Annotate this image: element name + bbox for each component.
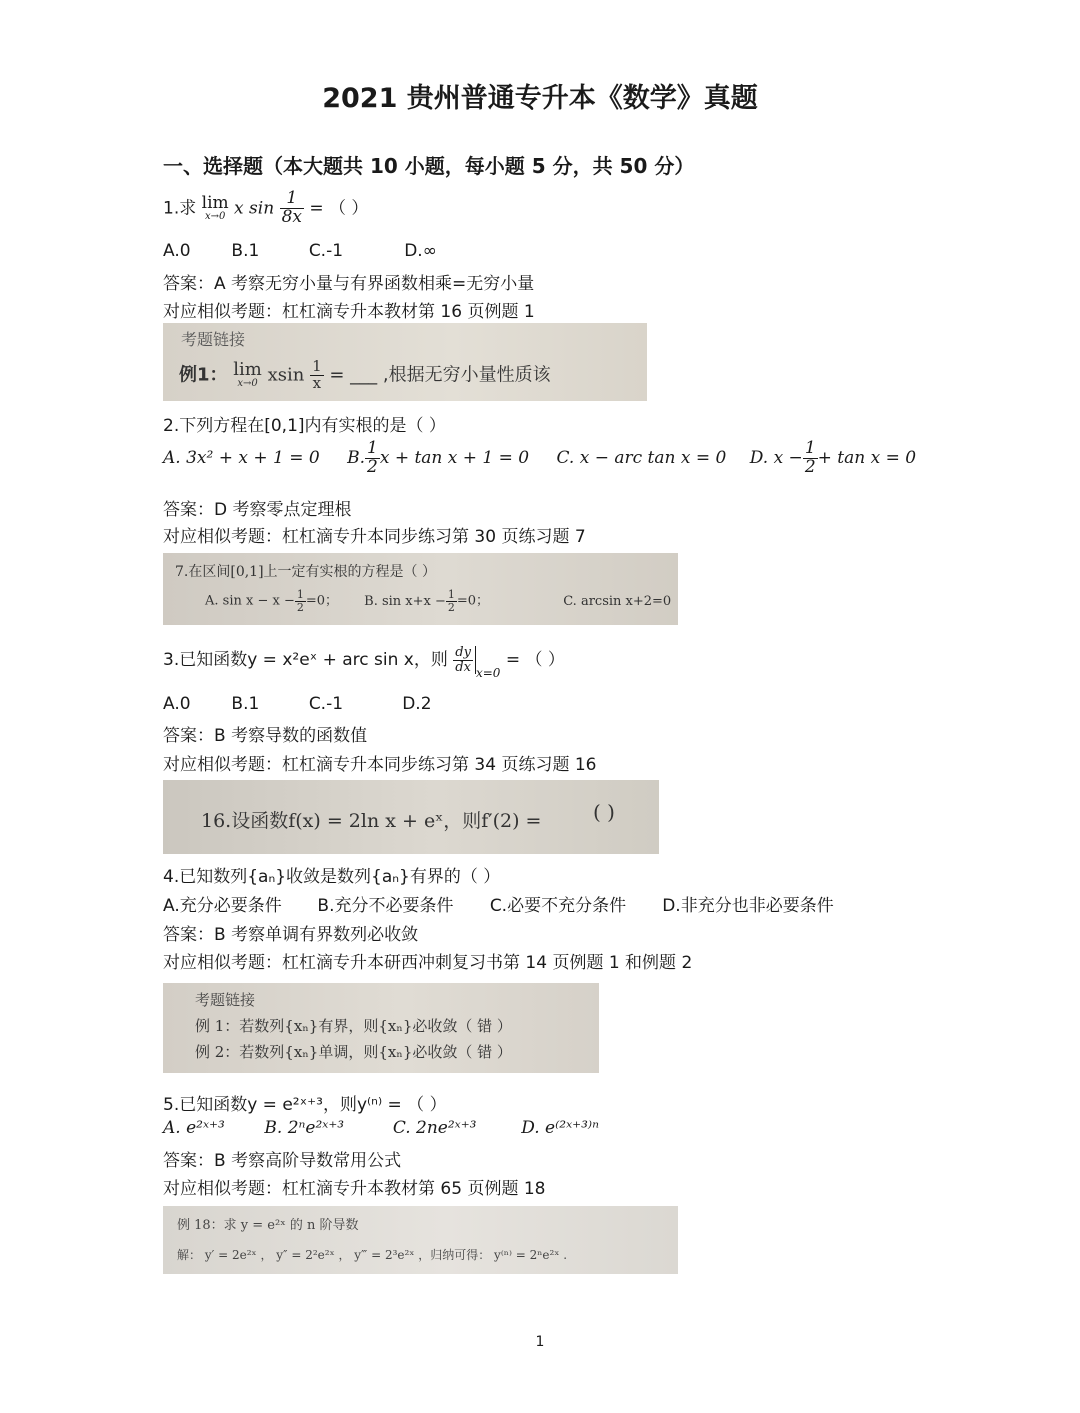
q1-scan-header: 考题链接 (181, 330, 246, 349)
q2-scan-b-frac (446, 589, 457, 613)
q1-lim-sub: x→0 (204, 210, 226, 222)
q1-number: 1.求 (163, 198, 197, 219)
q4-option-a: A.充分必要条件 (163, 896, 282, 916)
question-2-options (163, 440, 916, 477)
question-4-stem: 4.已知数列{aₙ}收敛是数列{aₙ}有界的（ ） (163, 867, 501, 887)
document-title: 2021 贵州普通专升本《数学》真题 (322, 83, 758, 114)
q1-option-a: A.0 (163, 241, 191, 261)
q1-frac-num: 1 (280, 190, 304, 209)
question-3-stem (163, 645, 565, 680)
q5-option-c: C. 2ne²ˣ⁺³ (392, 1118, 477, 1138)
q5-answer: 答案：B 考察高阶导数常用公式 (163, 1151, 402, 1171)
q2-b-pre: B. (347, 447, 365, 468)
q1-frac-den: 8x (281, 206, 302, 227)
q3-dy: dy (455, 644, 471, 660)
q1-scan-limit (233, 361, 262, 389)
q4-scan-header: 考题链接 (195, 991, 256, 1009)
q2-b-post: x + tan x + 1 = 0 (379, 447, 530, 468)
q3-dx: dx (455, 659, 471, 675)
q3-similar: 对应相似考题：杠杠滴专升本同步练习第 34 页练习题 16 (163, 755, 597, 775)
q5-scan-line2: 解： y′ = 2e²ˣ ， y″ = 2²e²ˣ ， y‴ = 2³e²ˣ ，归纳可得： y⁽ⁿ⁾ = 2ⁿe²ˣ . (177, 1248, 568, 1262)
q2-scan-b-pre: B. sin x+x − (364, 593, 446, 609)
q1-scan-tail: = ___ ,根据无穷小量性质该 (329, 364, 551, 386)
q4-answer: 答案：B 考察单调有界数列必收敛 (163, 925, 419, 945)
q2-d-post: + tan x = 0 (817, 447, 917, 468)
q1-scan-fraction (310, 359, 324, 392)
q4-option-c: C.必要不充分条件 (489, 896, 627, 916)
q2-reference-scan (163, 553, 678, 625)
q1-scan-lim-sub: x→0 (237, 378, 258, 390)
q4-option-b: B.充分不必要条件 (317, 896, 454, 916)
q1-scan-example (179, 359, 551, 392)
q2-scan-a-frac (295, 589, 306, 613)
q2-scan-a-pre: A. sin x − x − (205, 593, 295, 609)
q5-similar: 对应相似考题：杠杠滴专升本教材第 65 页例题 18 (163, 1179, 546, 1199)
q2-scan-c: C. arcsin x+2=0 (563, 593, 672, 609)
q5-option-d: D. e⁽²ˣ⁺³⁾ⁿ (521, 1118, 599, 1138)
q3-option-b: B.1 (231, 694, 260, 714)
q3-scan-text: 16.设函数f(x) = 2ln x + eˣ，则f′(2) = (201, 810, 542, 832)
q3-derivative (453, 646, 473, 674)
q3-answer: 答案：B 考察导数的函数值 (163, 726, 368, 746)
q3-eval-sub: x=0 (475, 666, 501, 680)
q2-scan-options (205, 589, 671, 613)
q2-d-den: 2 (804, 456, 816, 477)
q3-option-a: A.0 (163, 694, 191, 714)
q2-option-a: A. 3x² + x + 1 = 0 (163, 447, 320, 468)
q2-scan-line1: 7.在区间[0,1]上一定有实根的方程是（ ） (175, 564, 436, 580)
q2-scan-a-den: 2 (296, 600, 304, 614)
q2-d-fraction (803, 440, 818, 477)
q2-option-c: C. x − arc tan x = 0 (556, 447, 727, 468)
q1-tail: = （ ） (309, 198, 369, 219)
question-1-options (163, 241, 437, 261)
question-1-stem (163, 190, 368, 227)
question-3-options (163, 694, 432, 714)
q1-limit (201, 192, 229, 222)
q1-option-c: C.-1 (308, 241, 344, 261)
q1-fraction (280, 190, 304, 227)
question-5-options (163, 1118, 599, 1138)
q1-scan-frac-den: x (312, 373, 322, 392)
q2-b-fraction (365, 440, 380, 477)
q4-option-d: D.非充分也非必要条件 (662, 896, 834, 916)
section-heading: 一、选择题（本大题共 10 小题，每小题 5 分，共 50 分） (163, 154, 695, 178)
q1-expr: x sin (234, 198, 275, 219)
q1-scan-lim-text: lim (233, 359, 262, 381)
q1-similar: 对应相似考题：杠杠滴专升本教材第 16 页例题 1 (163, 302, 535, 322)
q1-scan-frac-num: 1 (312, 357, 322, 375)
q1-option-d: D.∞ (404, 241, 437, 261)
page-number: 1 (535, 1334, 545, 1350)
q3-option-c: C.-1 (308, 694, 344, 714)
q3-option-d: D.2 (402, 694, 432, 714)
q3-scan-paren: ( ) (593, 800, 615, 824)
q1-answer: 答案：A 考察无穷小量与有界函数相乘=无穷小量 (163, 274, 535, 294)
q4-scan-example-1: 例 1：若数列{xₙ}有界，则{xₙ}必收敛（ 错 ） (195, 1017, 512, 1035)
q2-option-b (347, 438, 530, 477)
q2-answer: 答案：D 考察零点定理根 (163, 500, 352, 520)
q2-b-den: 2 (367, 456, 378, 477)
q2-b-num: 1 (367, 438, 378, 458)
q5-option-a: A. e²ˣ⁺³ (163, 1118, 225, 1138)
q5-scan-line1: 例 18：求 y = e²ˣ 的 n 阶导数 (177, 1218, 359, 1233)
q2-scan-a-post: =0； (305, 593, 339, 609)
q3-tail: = （ ） (505, 650, 565, 670)
q2-d-num: 1 (804, 438, 816, 458)
question-2-stem: 2.下列方程在[0,1]内有实根的是（ ） (163, 416, 446, 436)
q4-reference-scan (163, 983, 599, 1073)
q1-scan-label: 例1： (179, 364, 228, 386)
q4-similar: 对应相似考题：杠杠滴专升本研西冲刺复习书第 14 页例题 1 和例题 2 (163, 953, 693, 973)
q3-reference-scan (163, 780, 659, 854)
q2-option-d (749, 438, 917, 477)
q2-d-pre: D. x − (749, 447, 803, 468)
q2-scan-b-num: 1 (447, 588, 455, 601)
q1-lim-text: lim (201, 192, 229, 213)
q1-scan-expr: xsin (267, 364, 305, 386)
q2-scan-b-post: =0； (456, 593, 490, 609)
q1-reference-scan (163, 323, 647, 401)
q4-scan-example-2: 例 2：若数列{xₙ}单调，则{xₙ}必收敛（ 错 ） (195, 1043, 512, 1061)
q1-option-b: B.1 (231, 241, 260, 261)
q3-stem-text: 3.已知函数y = x²eˣ + arc sin x，则 (163, 650, 448, 670)
question-5-stem: 5.已知函数y = e²ˣ⁺³，则y⁽ⁿ⁾ = （ ） (163, 1095, 447, 1115)
q2-scan-b-den: 2 (447, 600, 455, 614)
q2-similar: 对应相似考题：杠杠滴专升本同步练习第 30 页练习题 7 (163, 527, 586, 547)
q5-option-b: B. 2ⁿe²ˣ⁺³ (264, 1118, 345, 1138)
q5-reference-scan (163, 1206, 678, 1274)
question-4-options (163, 891, 834, 916)
q2-scan-a-num: 1 (296, 588, 304, 601)
